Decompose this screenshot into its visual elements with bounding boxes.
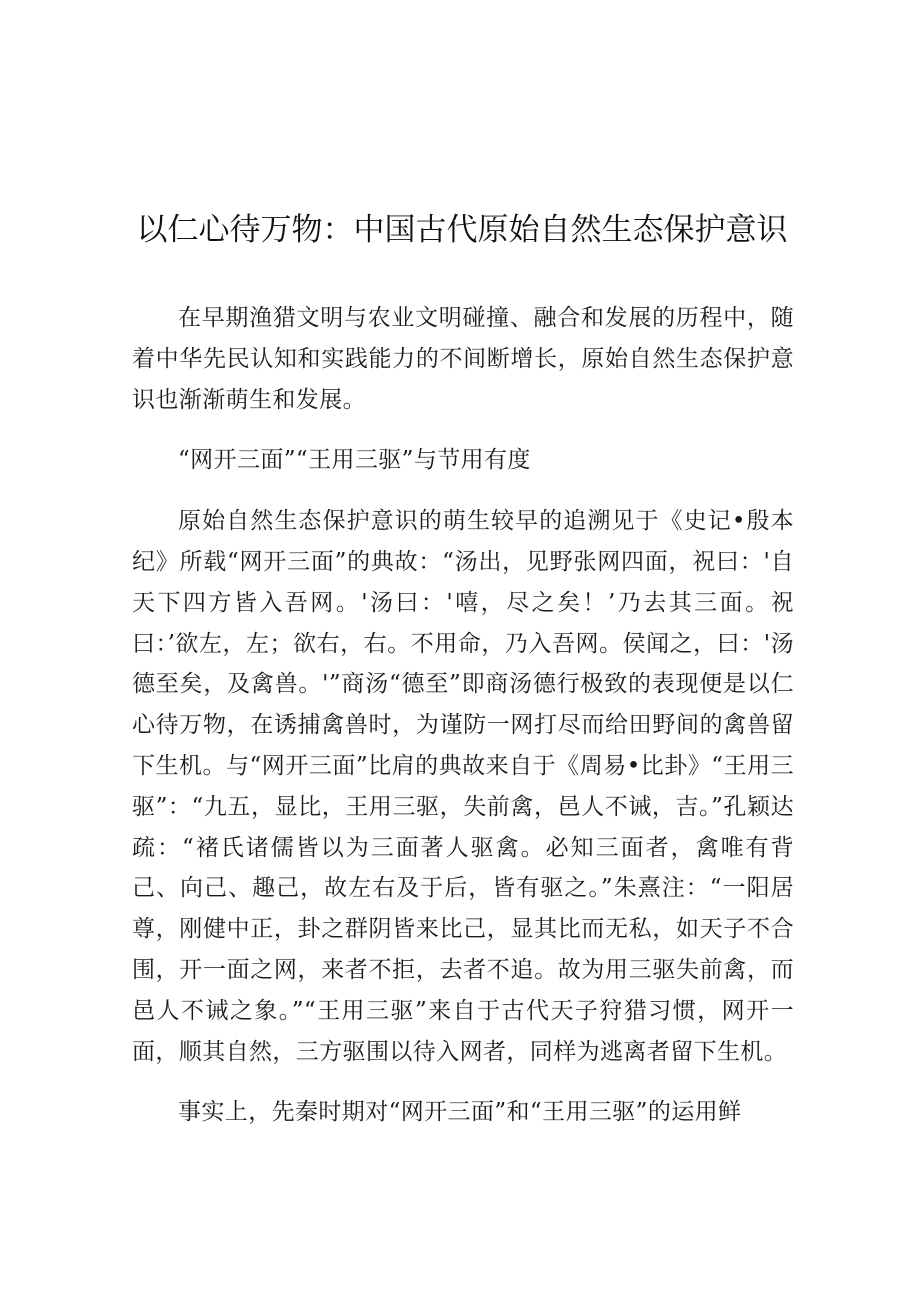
document-body (132, 298, 794, 1153)
paragraph-continued: 事实上，先秦时期对“网开三面”和“王用三驱”的运用鲜 (178, 1099, 742, 1126)
paragraph-main: 原始自然生态保护意识的萌生较早的追溯见于《史记•殷本纪》所载“网开三面”的典故：“汤出，见野张网四面，祝曰：'自天下四方皆入吾网。'汤曰：'嘻，尽之矣！’乃去其三面。祝曰：’欲左，左；欲右，右。不用命，乃入吾网。侯闻之，曰：'汤德至矣，及禽兽。'”商汤“德至”即商汤德行极致的表现便是以仁心待万物，在诱捕禽兽时，为谨防一网打尽而给田野间的禽兽留下生机。与“网开三面”比肩的典故来自于《周易•比卦》“王用三驱”：“九五，显比，王用三驱，失前禽，邑人不诫，吉。”孔颖达疏：“褚氏诸儒皆以为三面著人驱禽。必知三面者，禽唯有背己、向己、趣己，故左右及于后，皆有驱之。”朱熹注：“一阳居尊，刚健中正，卦之群阴皆来比己，显其比而无私，如天子不合围，开一面之网，来者不拒，去者不追。故为用三驱失前禽，而邑人不诫之象。”“王用三驱”来自于古代天子狩猎习惯，网开一面，顺其自然，三方驱围以待入网者，同样为逃离者留下生机。 (132, 508, 794, 1065)
paragraph-intro: 在早期渔猎文明与农业文明碰撞、融合和发展的历程中，随着中华先民认知和实践能力的不间断增长，原始自然生态保护意识也渐渐萌生和发展。 (132, 305, 794, 413)
section-heading: “网开三面”“王用三驱”与节用有度 (178, 447, 531, 474)
document-title: 以仁心待万物：中国古代原始自然生态保护意识 (136, 212, 788, 248)
